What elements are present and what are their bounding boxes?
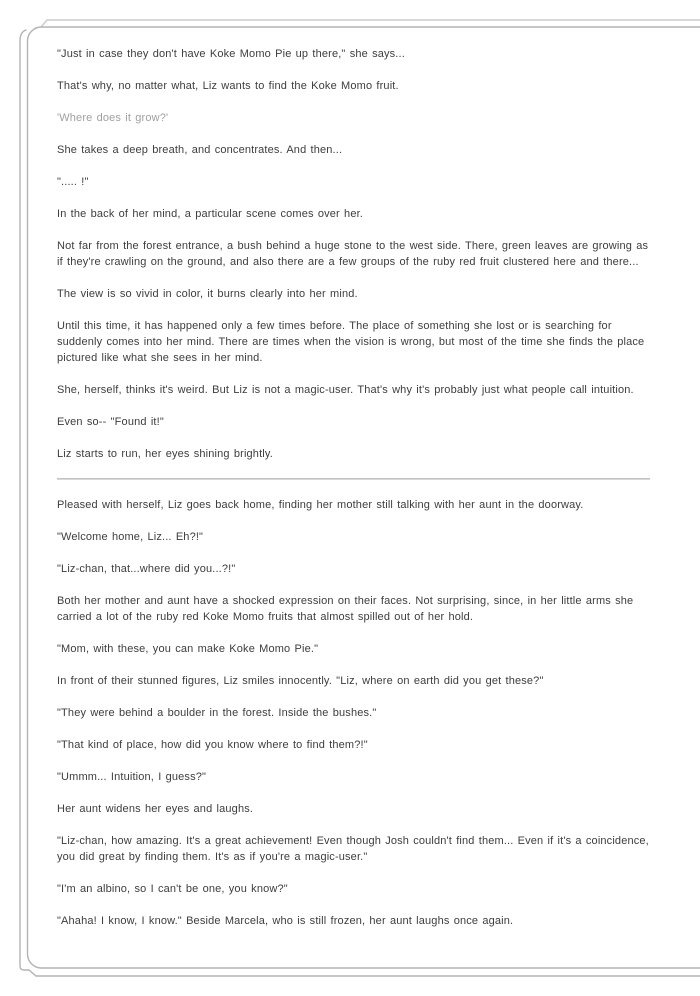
paragraph: "Ahaha! I know, I know." Beside Marcela, who is still frozen, her aunt laughs once again. xyxy=(57,915,514,927)
paragraph: Both her mother and aunt have a shocked expression on their faces. Not surprising, since, in her little arms she carried a lot of the ruby red Koke Momo fruits that almost spilled out of her hold. xyxy=(57,595,634,623)
paragraph: In front of their stunned figures, Liz smiles innocently. "Liz, where on earth did you get these?" xyxy=(57,675,544,687)
paragraph: She takes a deep breath, and concentrates. And then... xyxy=(57,144,343,156)
paragraph: She, herself, thinks it's weird. But Liz is not a magic-user. That's why it's probably just what people call intuition. xyxy=(57,384,634,396)
paragraph: "They were behind a boulder in the forest. Inside the bushes." xyxy=(57,707,377,719)
paragraph: Liz starts to run, her eyes shining brightly. xyxy=(57,448,273,460)
paragraph: "..... !" xyxy=(57,176,89,188)
paragraph: "Liz-chan, that...where did you...?!" xyxy=(57,563,236,575)
paragraph: "Welcome home, Liz... Eh?!" xyxy=(57,531,204,543)
paragraph: Pleased with herself, Liz goes back home, finding her mother still talking with her aunt in the doorway. xyxy=(57,499,584,511)
frame-back-sheet xyxy=(41,20,700,27)
paragraph: "Liz-chan, how amazing. It's a great achievement! Even though Josh couldn't find them... Even if it's a coincidence, you did great by finding them. It's as if you're a magic-user." xyxy=(57,835,649,863)
paragraph: "That kind of place, how did you know where to find them?!" xyxy=(57,739,368,751)
story-section-1 xyxy=(57,46,650,462)
paragraph: Until this time, it has happened only a few times before. The place of something she lost or is searching for suddenly comes into her mind. There are times when the vision is wrong, but most of the time she finds the place pictured like what she sees in her mind. xyxy=(57,320,645,364)
paragraph: That's why, no matter what, Liz wants to find the Koke Momo fruit. xyxy=(57,80,399,92)
story-content xyxy=(57,46,650,945)
paragraph: "Just in case they don't have Koke Momo Pie up there," she says... xyxy=(57,48,405,60)
paragraph: In the back of her mind, a particular scene comes over her. xyxy=(57,208,363,220)
paragraph: Not far from the forest entrance, a bush behind a huge stone to the west side. There, green leaves are growing as if they're crawling on the ground, and also there are a few groups of the ruby red fruit clustered here and there... xyxy=(57,240,649,268)
paragraph: Her aunt widens her eyes and laughs. xyxy=(57,803,254,815)
section-divider xyxy=(57,478,650,480)
paragraph: Even so-- "Found it!" xyxy=(57,416,164,428)
paragraph: The view is so vivid in color, it burns clearly into her mind. xyxy=(57,288,358,300)
paragraph-thought: 'Where does it grow?' xyxy=(57,112,169,124)
story-section-2 xyxy=(57,497,650,929)
paragraph: "Ummm... Intuition, I guess?" xyxy=(57,771,207,783)
paragraph: "Mom, with these, you can make Koke Momo Pie." xyxy=(57,643,319,655)
paragraph: "I'm an albino, so I can't be one, you know?" xyxy=(57,883,288,895)
